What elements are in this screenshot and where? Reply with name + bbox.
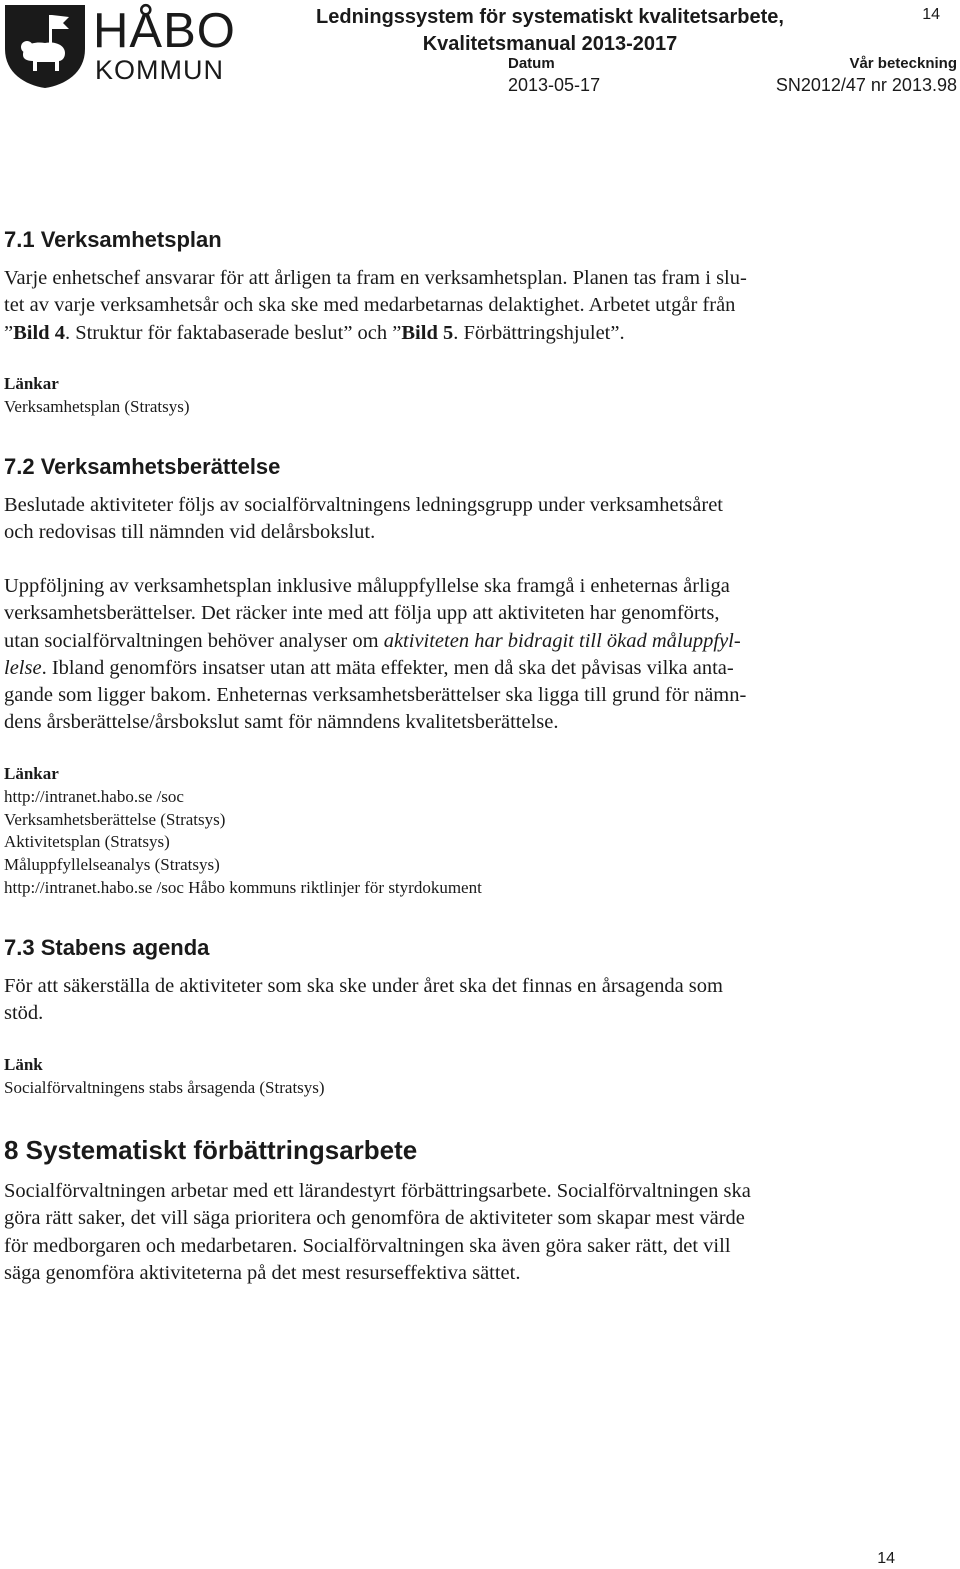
section-8-paragraph: Socialförvaltningen arbetar med ett lärandestyrt förbättringsarbete. Socialförvaltningen ska göra rätt saker, det vill säga prioritera och genomföra de aktiviteter som skapar mest värde för medborgaren och medarbetaren. Socialförvaltningen ska även göra saker rätt, det vill säga genomföra aktiviteterna på det mest resurseffektiva sättet.	[4, 1180, 751, 1284]
document-title	[290, 4, 810, 58]
link-verksamhetsberattelse[interactable]: Verksamhetsberättelse (Stratsys)	[4, 809, 226, 829]
link-intranet-soc[interactable]: http://intranet.habo.se /soc	[4, 786, 184, 806]
section-7-2-paragraph-2: Uppföljning av verksamhetsplan inklusive måluppfyllelse ska framgå i enheternas årliga verksamhetsberättelser. Det räcker inte med att följa upp att aktiviteten har genomförts, utan socialförvaltningen behöver analyser om aktiviteten har bidragit till ökad måluppfyl- lelse. Ibland genomförs insatser utan att mäta effekter, men då ska det påvisas vilka anta- gande som ligger bakom. Enheternas verksamhetsberättelser ska ligga till grund för nämn- dens årsberättelse/årsbokslut samt för nämndens kvalitetsberättelse.	[4, 575, 747, 734]
section-heading-7-1: 7.1 Verksamhetsplan	[4, 227, 222, 252]
section-7-1-links	[4, 373, 190, 419]
section-7-2-paragraph-1: Beslutade aktiviteter följs av socialförvaltningens ledningsgrupp under verksamhetsåret och redovisas till nämnden vid delårsbokslut.	[4, 494, 724, 544]
figure-ref-bild-5: Bild 5	[401, 321, 454, 344]
section-heading-7-2: 7.2 Verksamhetsberättelse	[4, 454, 281, 479]
reference-label: Vår beteckning	[849, 55, 957, 72]
links-heading: Länkar	[4, 374, 59, 393]
section-heading-8: 8 Systematiskt förbättringsarbete	[4, 1135, 418, 1165]
page-number-top: 14	[922, 6, 940, 23]
page-number-bottom: 14	[877, 1550, 895, 1567]
section-7-1-paragraph: Varje enhetschef ansvarar för att årligen ta fram en verksamhetsplan. Planen tas fram i slu- tet av varje verksamhetsår och ska ske med medarbetarnas delaktighet. Arbetet utgår från ”Bild 4. Struktur för faktabaserade beslut” och ”Bild 5. Förbättringshjulet”.	[4, 267, 747, 344]
link-aktivitetsplan[interactable]: Aktivitetsplan (Stratsys)	[4, 832, 170, 852]
link-stabs-arsagenda[interactable]: Socialförvaltningens stabs årsagenda (Stratsys)	[4, 1077, 325, 1097]
section-7-2-links	[4, 763, 482, 900]
figure-ref-bild-4: Bild 4	[13, 321, 65, 344]
logo-subtitle: KOMMUN	[95, 55, 224, 85]
link-verksamhetsplan[interactable]: Verksamhetsplan (Stratsys)	[4, 396, 190, 416]
link-maluppfyllelseanalys[interactable]: Måluppfyllelseanalys (Stratsys)	[4, 855, 220, 875]
section-7-3-paragraph: För att säkerställa de aktiviteter som ska ske under året ska det finnas en årsagenda som stöd.	[4, 975, 723, 1025]
habo-kommun-logo	[3, 3, 243, 89]
coat-of-arms-icon	[3, 3, 87, 89]
section-heading-7-3: 7.3 Stabens agenda	[4, 935, 210, 960]
date-label: Datum	[508, 55, 555, 72]
logo-wordmark: HÅBO	[93, 4, 236, 58]
link-heading: Länk	[4, 1055, 43, 1074]
section-7-3-links	[4, 1054, 325, 1100]
reference-value: SN2012/47 nr 2013.98	[775, 75, 957, 95]
document-title-line2: Kvalitetsmanual 2013-2017	[422, 33, 678, 55]
links-heading: Länkar	[4, 764, 59, 783]
document-title-line1: Ledningssystem för systematiskt kvalitetsarbete,	[316, 6, 784, 28]
link-riktlinjer-styrdokument[interactable]: http://intranet.habo.se /soc Håbo kommuns riktlinjer för styrdokument	[4, 877, 482, 897]
date-value: 2013-05-17	[508, 75, 601, 95]
